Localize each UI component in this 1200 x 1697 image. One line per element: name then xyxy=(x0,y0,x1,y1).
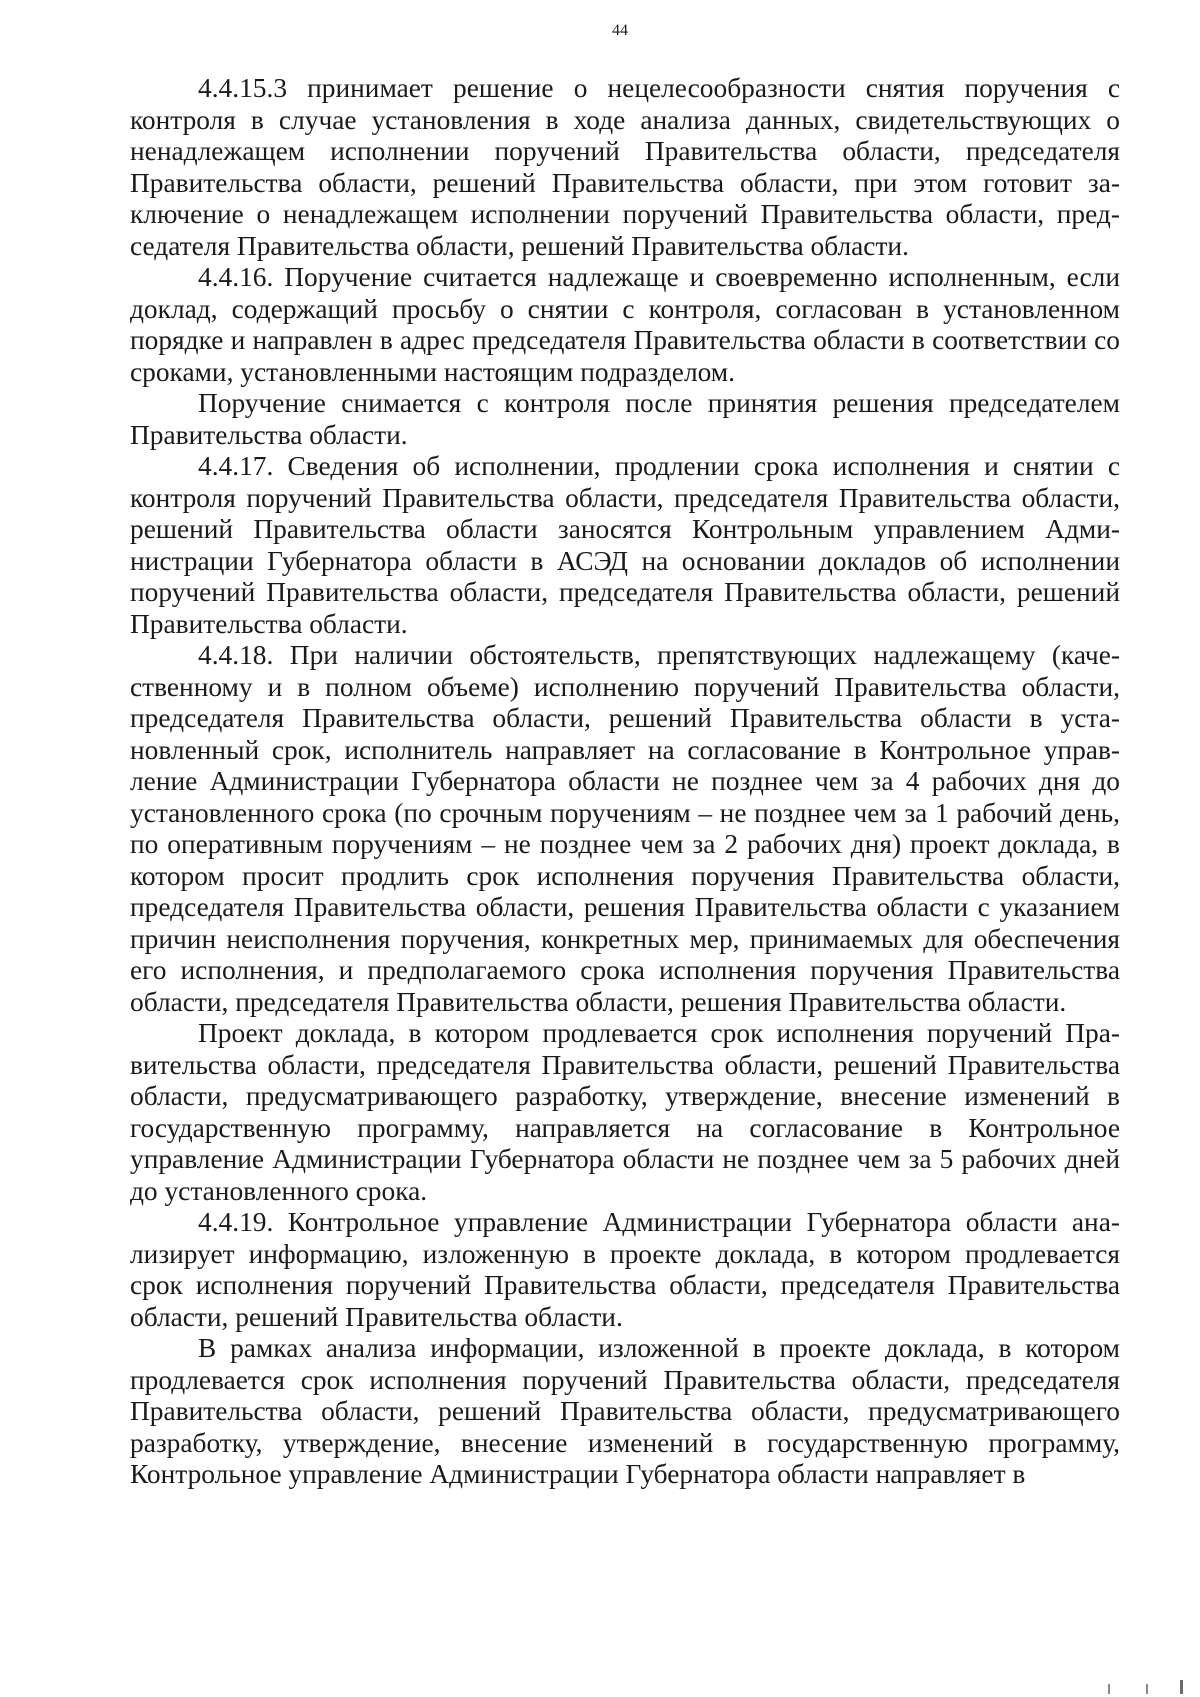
scan-artifact-mark xyxy=(1108,1684,1148,1694)
paragraph-analysis-continued: В рамках анализа информации, изложенной в проекте доклада, в котором продлевается срок исполнения поручений Правительства области, председателя Правительства области, решений Правительства области, предусматривающего разработку, утверждение, внесение изменений в государственную программу, Контрольное управление Администрации Губернатора области направляет в xyxy=(130,1333,1120,1489)
paragraph-4-4-17: 4.4.17. Сведения об исполнении, продлении срока исполнения и снятии с контроля поручений Правительства области, председателя Правительства области, решений Правительства области заносятся Контрольным управлением Администрации Губернатора области в АСЭД на основании докладов об исполнении поручений Правительства области, председателя Правительства области, решений Правительства области. xyxy=(130,451,1120,639)
paragraph-draft-report-state-program: Проект доклада, в котором продлевается срок исполнения поручений Правительства области, председателя Правительства области, решений Правительства области, предусматривающего разработку, утверждение, внесение изменений в государственную программу, направляется на согласование в Контрольное управление Администрации Губернатора области не позднее чем за 5 рабочих дней до установленного срока. xyxy=(130,1018,1120,1206)
scan-artifact-edge xyxy=(1180,1680,1183,1694)
paragraph-removal-from-control: Поручение снимается с контроля после принятия решения председателем Правительства области. xyxy=(130,388,1120,450)
paragraph-4-4-19: 4.4.19. Контрольное управление Администрации Губернатора области анализирует информацию, изложенную в проекте доклада, в котором продлевается срок исполнения поручений Правительства области, председателя Правительства области, решений Правительства области. xyxy=(130,1207,1120,1332)
page-number: 44 xyxy=(612,22,628,39)
paragraph-4-4-16: 4.4.16. Поручение считается надлежаще и своевременно исполненным, если доклад, содержащий просьбу о снятии с контроля, согласован в установленном порядке и направлен в адрес председателя Правительства области в соответствии со сроками, установленными настоящим подразделом. xyxy=(130,262,1120,387)
paragraph-4-4-18: 4.4.18. При наличии обстоятельств, препятствующих надлежащему (качественному и в полном объеме) исполнению поручений Правительства области, председателя Правительства области, решений Правительства области в установленный срок, исполнитель направляет на согласование в Контрольное управление Администрации Губернатора области не позднее чем за 4 рабочих дня до установленного срока (по срочным поручениям – не позднее чем за 1 рабочий день, по оперативным поручениям – не позднее чем за 2 рабочих дня) проект доклада, в котором просит продлить срок исполнения поручения Правительства области, председателя Правительства области, решения Правительства области с указанием причин неисполнения поручения, конкретных мер, принимаемых для обеспечения его исполнения, и предполагаемого срока исполнения поручения Правительства области, председателя Правительства области, решения Правительства области. xyxy=(130,640,1120,1017)
document-body xyxy=(130,73,1120,1491)
paragraph-4-4-15-3: 4.4.15.3 принимает решение о нецелесообразности снятия поручения с контроля в случае установления в ходе анализа данных, свидетельствующих о ненадлежащем исполнении поручений Правительства области, председателя Правительства области, решений Правительства области, при этом готовит заключение о ненадлежащем исполнении поручений Правительства области, председателя Правительства области, решений Правительства области. xyxy=(130,73,1120,261)
